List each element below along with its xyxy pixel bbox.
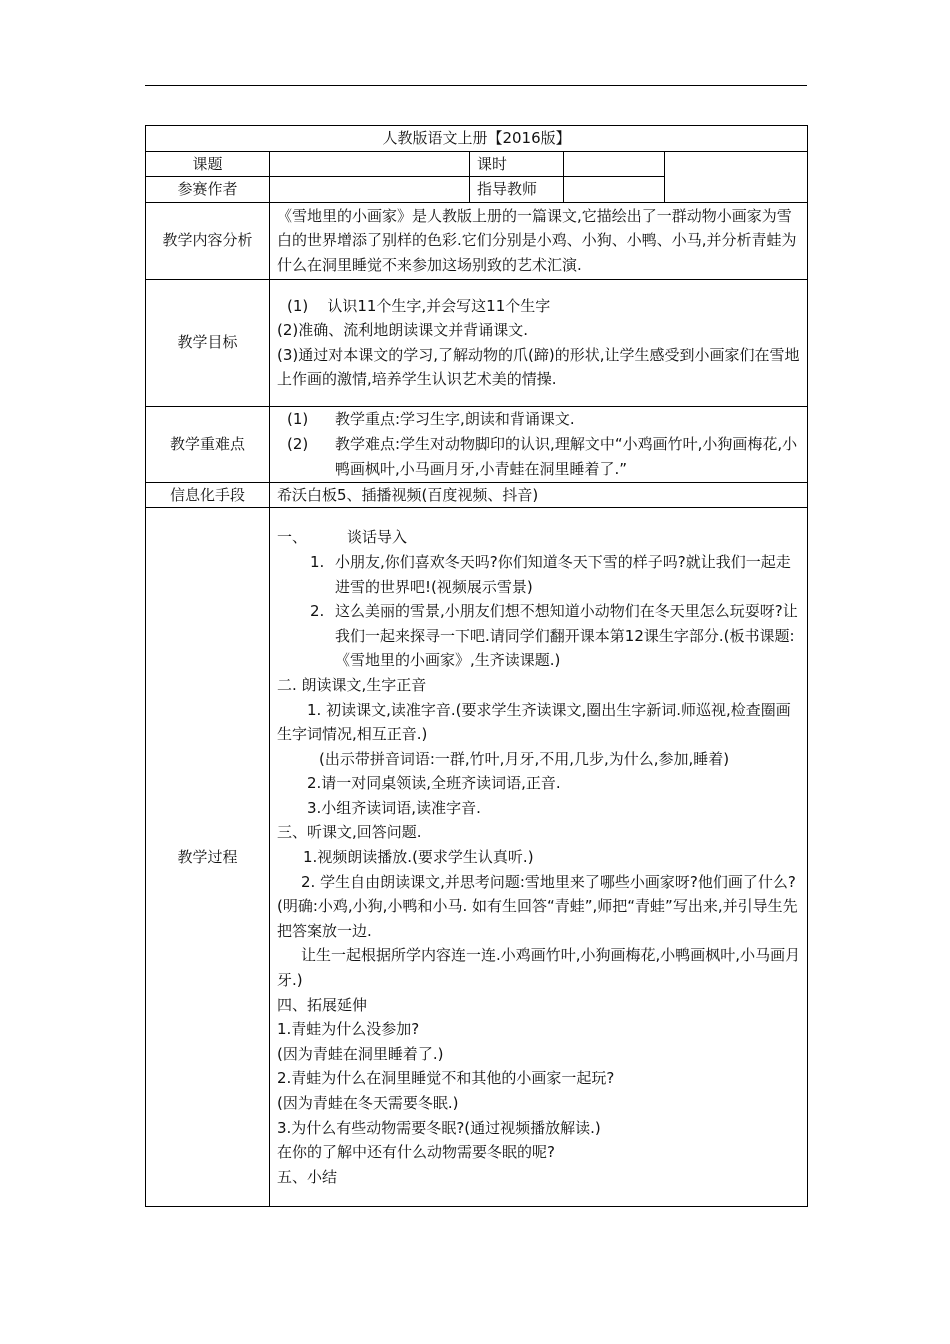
process-content (270, 508, 808, 1207)
header-blank-cell (665, 151, 808, 202)
section-2-para-3: 2.请一对同桌领读,全班齐读词语,正音. (307, 774, 561, 793)
section-1-heading: 一、 谈话导入 (277, 528, 408, 547)
header-rule (145, 85, 807, 86)
section-4-line-3: 2.青蛙为什么在洞里睡觉不和其他的小画家一起玩? (277, 1069, 615, 1088)
hours-label: 课时 (470, 151, 564, 177)
section-1-item-1: 1. 小朋友,你们喜欢冬天吗?你们知道冬天下雪的样子吗?就让我们一起走进雪的世界吧!(视频展示雪景) (310, 552, 791, 596)
section-3-heading: 三、听课文,回答问题. (277, 823, 422, 842)
lesson-plan-table (145, 125, 808, 1207)
section-4-line-5: 3.为什么有些动物需要冬眠?(通过视频播放解读.) (277, 1118, 601, 1137)
section-1-item-2: 2. 这么美丽的雪景,小朋友们想不想知道小动物们在冬天里怎么玩耍呀?让我们一起来探寻一下吧.请同学们翻开课本第12课生字部分.(板书课题:《雪地里的小画家》,生齐读课题.) (310, 602, 798, 670)
process-label: 教学过程 (146, 508, 270, 1207)
section-3-para-1: 1.视频朗读播放.(要求学生认真听.) (303, 848, 534, 867)
section-4-heading: 四、拓展延伸 (277, 995, 368, 1014)
goals-label: 教学目标 (146, 279, 270, 406)
section-4-line-1: 1.青蛙为什么没参加? (277, 1020, 420, 1039)
section-2-para-4: 3.小组齐读词语,读准字音. (307, 798, 481, 817)
goal-item-3: (3)通过对本课文的学习,了解动物的爪(蹄)的形状,让学生感受到小画家们在雪地上作画的激情,培养学生认识艺术美的情操. (277, 345, 800, 389)
difficulty-content (270, 406, 808, 482)
section-4-line-2: (因为青蛙在洞里睡着了.) (277, 1044, 444, 1063)
goals-content (270, 279, 808, 406)
goal-item-1: (1) 认识11个生字,并会写这11个生字 (287, 296, 551, 315)
analysis-text: 《雪地里的小画家》是人教版上册的一篇课文,它描绘出了一群动物小画家为雪白的世界增添了别样的色彩.它们分别是小鸡、小狗、小鸭、小马,并分析青蛙为什么在洞里睡觉不来参加这场别致的艺术汇演. (270, 202, 808, 279)
section-4-line-6: 在你的了解中还有什么动物需要冬眠的呢? (277, 1143, 555, 1162)
difficulty-label: 教学重难点 (146, 406, 270, 482)
author-value (270, 177, 470, 203)
media-label: 信息化手段 (146, 482, 270, 508)
hours-value (564, 151, 665, 177)
analysis-label: 教学内容分析 (146, 202, 270, 279)
media-text: 希沃白板5、插播视频(百度视频、抖音) (270, 482, 808, 508)
section-5-heading: 五、小结 (277, 1167, 338, 1186)
section-2-para-2: (出示带拼音词语:一群,竹叶,月牙,不用,几步,为什么,参加,睡着) (319, 749, 730, 768)
difficulty-item-2: (2) 教学难点:学生对动物脚印的认识,理解文中“小鸡画竹叶,小狗画梅花,小鸭画枫叶,小马画月牙,小青蛙在洞里睡着了.” (287, 434, 798, 478)
section-3-para-4: 让生一起根据所学内容连一连.小鸡画竹叶,小狗画梅花,小鸭画枫叶,小马画月牙.) (277, 946, 801, 990)
difficulty-item-1: (1) 教学重点:学习生字,朗读和背诵课文. (287, 410, 575, 429)
advisor-value (564, 177, 665, 203)
section-2-heading: 二. 朗读课文,生字正音 (277, 675, 427, 694)
advisor-label: 指导教师 (470, 177, 564, 203)
author-label: 参赛作者 (146, 177, 270, 203)
section-2-para-1: 1. 初读课文,读准字音.(要求学生齐读课文,圈出生字新词.师巡视,检查圈画生字词情况,相互正音.) (277, 700, 791, 744)
section-3-para-2: 2. 学生自由朗读课文,并思考问题:雪地里来了哪些小画家呀?他们画了什么? (301, 872, 796, 891)
section-3-para-3: (明确:小鸡,小狗,小鸭和小马. 如有生回答“青蛙”,师把“青蛙”写出来,并引导生先把答案放一边. (277, 897, 798, 940)
topic-label: 课题 (146, 151, 270, 177)
section-4-line-4: (因为青蛙在冬天需要冬眠.) (277, 1094, 459, 1113)
goal-item-2: (2)准确、流利地朗读课文并背诵课文. (277, 321, 529, 340)
topic-value (270, 151, 470, 177)
table-title: 人教版语文上册【2016版】 (146, 126, 808, 152)
